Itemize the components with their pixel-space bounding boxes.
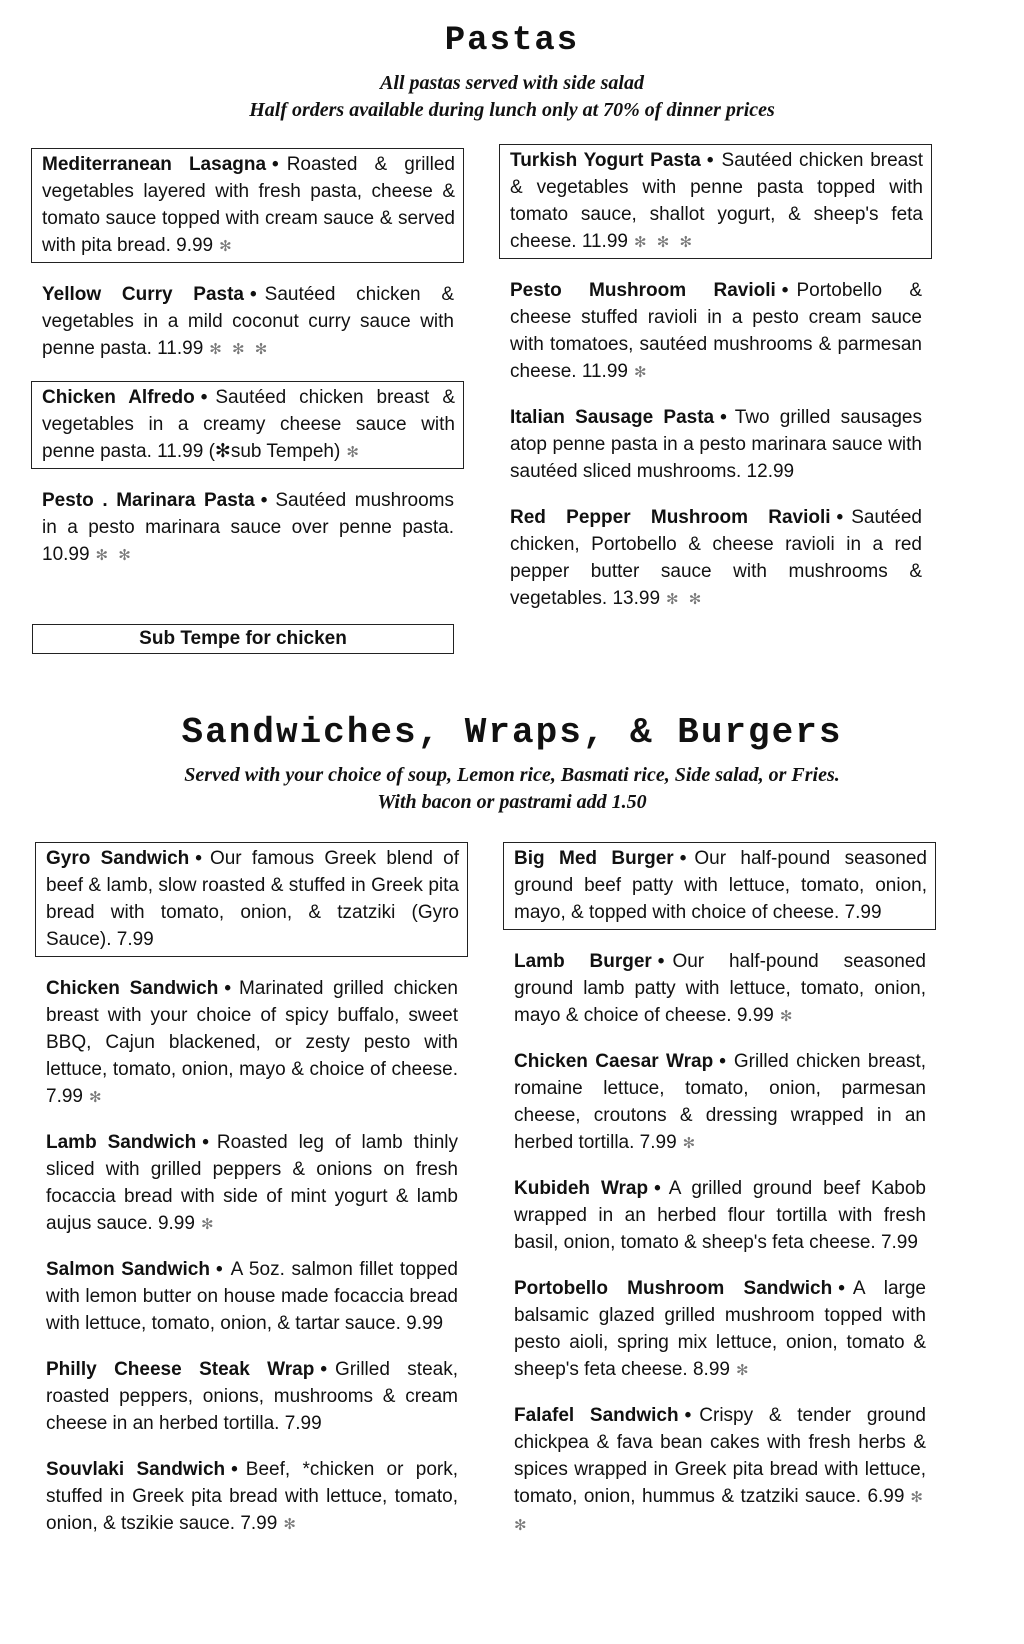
menu-item-description: Portobello & cheese stuffed ravioli in a pesto cream sauce with tomatoes, sautéed mushrooms & parmesan cheese. 11.99 bbox=[510, 280, 923, 382]
menu-item-name: Pesto . Marinara Pasta bbox=[42, 490, 255, 511]
menu-item-description: Roasted leg of lamb thinly sliced with grilled peppers & onions on fresh focaccia bread with side of mint yogurt & lamb aujus sauce. 9.99 bbox=[46, 1132, 458, 1234]
menu-item bbox=[31, 381, 464, 469]
bullet: • bbox=[719, 1051, 726, 1072]
menu-item-description: Roasted & grilled vegetables layered with fresh pasta, cheese & tomato sauce topped with cream sauce & served with pita bread. 9.99 bbox=[42, 154, 455, 256]
sandwiches-subtitle-1: Served with your choice of soup, Lemon rice, Basmati rice, Side salad, or Fries. bbox=[184, 764, 840, 786]
menu-item bbox=[46, 1456, 458, 1538]
menu-item bbox=[42, 487, 454, 569]
menu-item-name: Red Pepper Mushroom Ravioli bbox=[510, 507, 831, 528]
sandwiches-subtitle-2: With bacon or pastrami add 1.50 bbox=[377, 791, 647, 813]
bullet: • bbox=[224, 978, 231, 999]
bullet: • bbox=[260, 490, 268, 511]
pastas-right-column bbox=[510, 144, 922, 631]
veg-flower-icon: ✻ bbox=[283, 1516, 299, 1533]
bullet: • bbox=[679, 848, 687, 869]
bullet: • bbox=[781, 280, 789, 301]
menu-item bbox=[46, 1129, 458, 1238]
sub-tempe-note: Sub Tempe for chicken bbox=[32, 624, 454, 654]
bullet: • bbox=[195, 848, 202, 869]
menu-item-name: Falafel Sandwich bbox=[514, 1405, 679, 1426]
menu-item-description: Beef, *chicken or pork, stuffed in Greek pita bread with lettuce, tomato, onion, & tszikie sauce. 7.99 bbox=[46, 1459, 458, 1534]
menu-item bbox=[499, 144, 932, 259]
menu-item bbox=[31, 148, 464, 263]
menu-item-name: Italian Sausage Pasta bbox=[510, 407, 715, 428]
menu-item bbox=[510, 277, 922, 386]
menu-item bbox=[510, 404, 922, 486]
bullet: • bbox=[249, 284, 257, 305]
veg-flower-icon: ✻ bbox=[219, 238, 235, 255]
veg-flower-icon: ✻ bbox=[200, 1216, 217, 1233]
menu-item bbox=[510, 504, 922, 613]
menu-item-description: A 5oz. salmon fillet topped with lemon butter on house made focaccia bread with lettuce, tomato, onion, & tartar sauce. 9.99 bbox=[46, 1259, 458, 1334]
menu-item-description: Our famous Greek blend of beef & lamb, slow roasted & stuffed in Greek pita bread with tomato, onion, & tzatziki (Gyro Sauce). 7.99 bbox=[46, 848, 459, 950]
menu-item-name: Turkish Yogurt Pasta bbox=[510, 150, 701, 171]
bullet: • bbox=[720, 407, 727, 428]
menu-item-name: Big Med Burger bbox=[514, 848, 674, 869]
bullet: • bbox=[272, 154, 279, 175]
menu-item bbox=[514, 1175, 926, 1257]
veg-flower-icon: ✻ bbox=[88, 1089, 105, 1106]
menu-item-name: Gyro Sandwich bbox=[46, 848, 190, 869]
bullet: • bbox=[200, 387, 208, 408]
veg-flower-icon: ✻ bbox=[779, 1008, 796, 1025]
menu-item bbox=[514, 948, 926, 1030]
menu-item-description: A large balsamic glazed grilled mushroom topped with pesto aioli, spring mix lettuce, onion, tomato & sheep's feta cheese. 8.99 bbox=[514, 1278, 926, 1380]
veg-flower-icon: ✻ bbox=[682, 1135, 699, 1152]
menu-item bbox=[35, 842, 468, 957]
menu-item-name: Chicken Sandwich bbox=[46, 978, 219, 999]
pastas-title: Pastas bbox=[444, 22, 580, 60]
pastas-subtitle-2: Half orders available during lunch only at 70% of dinner prices bbox=[249, 99, 775, 121]
bullet: • bbox=[657, 951, 665, 972]
bullet: • bbox=[320, 1359, 327, 1380]
menu-item-description: Sautéed chicken breast & vegetables with penne pasta topped with tomato sauce, shallot yogurt, & sheep's feta cheese. 11.99 bbox=[510, 150, 924, 252]
menu-item bbox=[514, 1275, 926, 1384]
menu-item-description: Sautéed mushrooms in a pesto marinara sauce over penne pasta. 10.99 bbox=[42, 490, 454, 565]
bullet: • bbox=[202, 1132, 209, 1153]
bullet: • bbox=[836, 507, 844, 528]
menu-item-name: Chicken Alfredo bbox=[42, 387, 195, 408]
pastas-subtitle-1: All pastas served with side salad bbox=[380, 72, 644, 94]
menu-item-description: Sautéed chicken & vegetables in a mild coconut curry sauce with penne pasta. 11.99 bbox=[42, 284, 454, 359]
bullet: • bbox=[654, 1178, 661, 1199]
sandwiches-title: Sandwiches, Wraps, & Burgers bbox=[181, 712, 843, 753]
bullet: • bbox=[684, 1405, 692, 1426]
veg-flower-icon: ✻ ✻ bbox=[514, 1489, 926, 1534]
menu-item-name: Lamb Sandwich bbox=[46, 1132, 197, 1153]
menu-item-name: Mediterranean Lasagna bbox=[42, 154, 267, 175]
menu-item-description: Our half-pound seasoned ground beef patty with lettuce, tomato, onion, mayo, & topped with choice of cheese. 7.99 bbox=[514, 848, 927, 923]
menu-item bbox=[46, 1256, 458, 1338]
menu-item-name: Salmon Sandwich bbox=[46, 1259, 210, 1280]
sandwiches-right-column bbox=[514, 842, 926, 1557]
menu-item-description: Sautéed chicken breast & vegetables in a creamy cheese sauce with penne pasta. 11.99 (✻sub Tempeh) bbox=[42, 387, 455, 462]
veg-flower-icon: ✻ ✻ bbox=[666, 591, 705, 608]
menu-item bbox=[514, 1048, 926, 1157]
menu-item bbox=[46, 975, 458, 1111]
menu-item-name: Pesto Mushroom Ravioli bbox=[510, 280, 776, 301]
menu-item-description: Grilled chicken breast, romaine lettuce, tomato, onion, parmesan cheese, croutons & dressing wrapped in an herbed tortilla. 7.99 bbox=[514, 1051, 927, 1153]
menu-item-description: Grilled steak, roasted peppers, onions, mushrooms & cream cheese in an herbed tortilla. 7.99 bbox=[46, 1359, 458, 1434]
pastas-left-column bbox=[42, 148, 454, 587]
menu-item-description: Our half-pound seasoned ground lamb patty with lettuce, tomato, onion, mayo & choice of cheese. 9.99 bbox=[514, 951, 926, 1026]
menu-item-description: Sautéed chicken, Portobello & cheese ravioli in a red pepper butter sauce with mushrooms & vegetables. 13.99 bbox=[510, 507, 922, 609]
menu-item-name: Lamb Burger bbox=[514, 951, 652, 972]
bullet: • bbox=[231, 1459, 238, 1480]
menu-item-name: Souvlaki Sandwich bbox=[46, 1459, 226, 1480]
veg-flower-icon: ✻ bbox=[735, 1362, 752, 1379]
menu-item-name: Yellow Curry Pasta bbox=[42, 284, 244, 305]
menu-item bbox=[503, 842, 936, 930]
menu-item-description: A grilled ground beef Kabob wrapped in an herbed flour tortilla with fresh basil, onion, tomato & sheep's feta cheese. 7.99 bbox=[514, 1178, 926, 1253]
menu-item bbox=[42, 281, 454, 363]
veg-flower-icon: ✻ ✻ bbox=[95, 547, 134, 564]
veg-flower-icon: ✻ bbox=[633, 364, 650, 381]
menu-item-name: Chicken Caesar Wrap bbox=[514, 1051, 714, 1072]
sandwiches-left-column bbox=[46, 842, 458, 1556]
menu-item-description: Crispy & tender ground chickpea & fava bean cakes with fresh herbs & spices wrapped in Greek pita bread with lettuce, tomato, onion, hummus & tzatziki sauce. 6.99 bbox=[514, 1405, 926, 1507]
bullet: • bbox=[706, 150, 714, 171]
bullet: • bbox=[215, 1259, 223, 1280]
menu-item-name: Philly Cheese Steak Wrap bbox=[46, 1359, 315, 1380]
menu-item bbox=[46, 1356, 458, 1438]
menu-item bbox=[514, 1402, 926, 1539]
menu-item-description: Marinated grilled chicken breast with your choice of spicy buffalo, sweet BBQ, Cajun blackened, or zesty pesto with lettuce, tomato, onion, mayo & choice of cheese. 7.99 bbox=[46, 978, 458, 1107]
menu-item-description: Two grilled sausages atop penne pasta in a pesto marinara sauce with sautéed sliced mushrooms. 12.99 bbox=[510, 407, 922, 482]
veg-flower-icon: ✻ ✻ ✻ bbox=[209, 341, 271, 358]
veg-flower-icon: ✻ bbox=[346, 444, 362, 461]
bullet: • bbox=[838, 1278, 845, 1299]
veg-flower-icon: ✻ ✻ ✻ bbox=[633, 234, 696, 251]
menu-item-name: Portobello Mushroom Sandwich bbox=[514, 1278, 833, 1299]
menu-item-name: Kubideh Wrap bbox=[514, 1178, 649, 1199]
